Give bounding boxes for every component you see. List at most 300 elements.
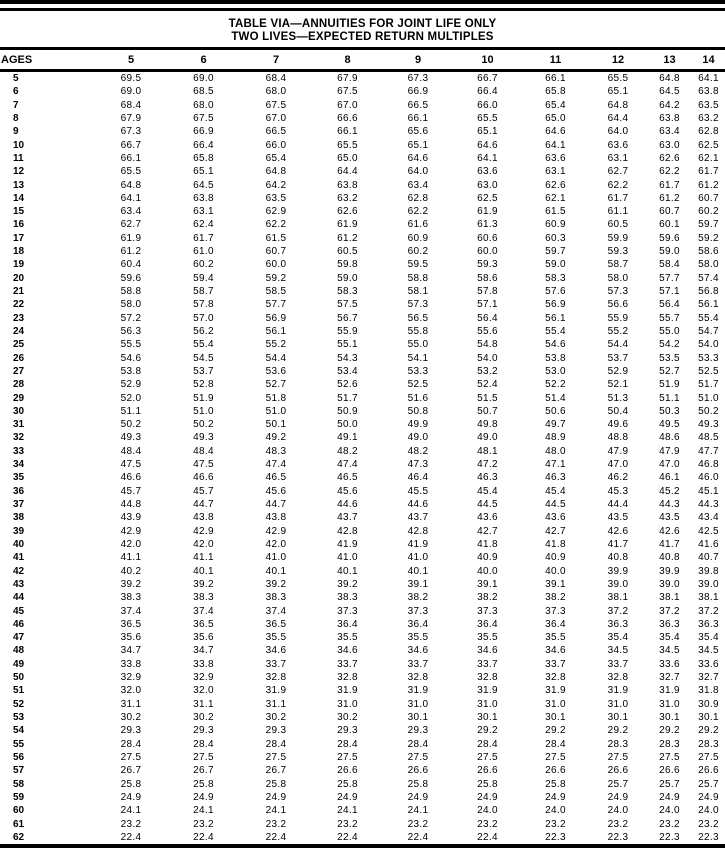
value-cell: 65.5: [477, 112, 498, 124]
age-cell: 23: [13, 312, 25, 324]
value-cell: 54.1: [407, 352, 429, 364]
value-cell: 29.3: [407, 725, 429, 737]
value-cell: 39.2: [265, 578, 287, 590]
value-cell: 49.9: [407, 419, 429, 431]
value-cell: 58.8: [120, 286, 142, 297]
value-cell: 35.4: [698, 632, 719, 644]
value-cell: 42.6: [607, 525, 629, 537]
value-cell: 63.5: [265, 192, 287, 204]
age-cell: 52: [13, 698, 25, 710]
value-cell: 29.3: [193, 725, 214, 737]
table-row-age-16: [0, 218, 725, 231]
value-cell: 43.5: [659, 512, 680, 524]
value-cell: 56.9: [265, 312, 287, 324]
age-cell: 50: [13, 672, 25, 684]
value-cell: 50.7: [477, 405, 498, 417]
value-cell: 59.4: [193, 272, 214, 284]
value-cell: 44.6: [337, 499, 358, 510]
age-cell: 57: [13, 765, 25, 777]
value-cell: 44.8: [120, 499, 142, 510]
value-cell: 62.1: [698, 152, 719, 164]
value-cell: 25.8: [193, 778, 214, 790]
value-cell: 34.5: [607, 645, 629, 657]
value-cell: 59.2: [265, 272, 287, 284]
value-cell: 25.7: [698, 778, 719, 790]
table-row-age-46: [0, 618, 725, 631]
value-cell: 42.7: [477, 525, 498, 537]
age-cell: 18: [13, 246, 25, 258]
value-cell: 58.0: [698, 259, 719, 271]
value-cell: 60.9: [407, 232, 429, 244]
value-cell: 23.2: [120, 818, 142, 830]
value-cell: 23.2: [607, 818, 629, 830]
age-cell: 16: [13, 219, 25, 231]
value-cell: 41.9: [407, 538, 429, 550]
value-cell: 64.2: [659, 99, 680, 111]
value-cell: 47.9: [659, 445, 680, 457]
value-cell: 47.4: [265, 459, 287, 471]
age-cell: 61: [13, 818, 25, 830]
value-cell: 66.9: [193, 126, 214, 138]
value-cell: 50.4: [607, 405, 629, 417]
value-cell: 55.6: [477, 325, 498, 337]
value-cell: 54.0: [698, 339, 719, 351]
value-cell: 26.6: [659, 765, 680, 777]
value-cell: 44.3: [698, 499, 719, 510]
value-cell: 26.7: [120, 765, 142, 777]
age-cell: 33: [13, 445, 25, 457]
value-cell: 24.0: [698, 805, 719, 817]
value-cell: 40.0: [545, 565, 566, 577]
column-header-6: 6: [167, 49, 240, 71]
value-cell: 27.5: [607, 751, 629, 763]
age-cell: 54: [13, 725, 25, 737]
value-cell: 55.1: [337, 339, 358, 351]
value-cell: 24.9: [607, 791, 629, 803]
value-cell: 53.0: [545, 365, 566, 377]
value-cell: 49.0: [407, 432, 429, 444]
value-cell: 50.1: [265, 419, 287, 431]
value-cell: 68.5: [193, 86, 214, 98]
value-cell: 53.7: [607, 352, 629, 364]
value-cell: 25.8: [265, 778, 287, 790]
value-cell: 65.1: [607, 86, 629, 98]
value-cell: 52.1: [607, 379, 629, 391]
value-cell: 64.8: [607, 99, 629, 111]
value-cell: 63.4: [120, 206, 142, 218]
value-cell: 28.4: [407, 738, 429, 750]
table-row-age-38: [0, 511, 725, 524]
value-cell: 68.4: [120, 99, 142, 111]
value-cell: 37.3: [477, 605, 498, 617]
value-cell: 66.1: [407, 112, 429, 124]
value-cell: 32.7: [659, 672, 680, 684]
value-cell: 29.2: [659, 725, 680, 737]
value-cell: 44.5: [545, 499, 566, 510]
value-cell: 40.1: [265, 565, 287, 577]
value-cell: 45.1: [698, 485, 719, 497]
value-cell: 60.6: [477, 232, 498, 244]
value-cell: 34.6: [265, 645, 287, 657]
value-cell: 38.1: [659, 592, 680, 604]
value-cell: 61.9: [477, 206, 498, 218]
column-header-12: 12: [589, 49, 647, 71]
value-cell: 55.4: [698, 312, 719, 324]
table-row-age-9: [0, 125, 725, 138]
value-cell: 39.9: [659, 565, 680, 577]
value-cell: 58.6: [698, 246, 719, 258]
value-cell: 39.0: [607, 578, 629, 590]
value-cell: 62.2: [607, 179, 629, 191]
value-cell: 30.2: [120, 712, 142, 723]
value-cell: 52.5: [698, 365, 719, 377]
value-cell: 44.6: [407, 499, 429, 510]
value-cell: 39.8: [698, 565, 719, 577]
value-cell: 63.6: [607, 139, 629, 151]
age-cell: 60: [13, 805, 25, 817]
value-cell: 47.2: [477, 459, 498, 471]
value-cell: 52.8: [193, 379, 214, 391]
table-row-age-37: [0, 498, 725, 511]
value-cell: 41.0: [265, 552, 287, 564]
table-row-age-31: [0, 418, 725, 431]
value-cell: 59.7: [698, 219, 719, 231]
value-cell: 53.2: [477, 365, 498, 377]
age-cell: 21: [13, 286, 25, 297]
value-cell: 52.6: [337, 379, 358, 391]
value-cell: 47.5: [120, 459, 142, 471]
value-cell: 32.8: [607, 672, 629, 684]
value-cell: 39.1: [477, 578, 498, 590]
value-cell: 60.2: [698, 206, 719, 218]
table-row-age-40: [0, 538, 725, 551]
age-cell: 49: [13, 658, 25, 670]
value-cell: 62.1: [545, 192, 566, 204]
age-cell: 53: [13, 712, 25, 723]
value-cell: 30.1: [545, 712, 566, 723]
value-cell: 60.7: [659, 206, 680, 218]
value-cell: 56.5: [407, 312, 429, 324]
value-cell: 58.3: [337, 286, 358, 297]
value-cell: 28.3: [607, 738, 629, 750]
value-cell: 27.5: [407, 751, 429, 763]
value-cell: 40.1: [337, 565, 358, 577]
value-cell: 65.4: [265, 152, 287, 164]
value-cell: 67.9: [120, 112, 142, 124]
value-cell: 61.2: [120, 246, 142, 258]
value-cell: 54.8: [477, 339, 498, 351]
value-cell: 42.7: [545, 525, 566, 537]
value-cell: 44.4: [607, 499, 629, 510]
value-cell: 38.3: [120, 592, 142, 604]
value-cell: 56.2: [193, 325, 214, 337]
value-cell: 41.8: [477, 538, 498, 550]
value-cell: 66.0: [477, 99, 498, 111]
value-cell: 65.6: [407, 126, 429, 138]
value-cell: 37.3: [407, 605, 429, 617]
table-row-age-23: [0, 312, 725, 325]
value-cell: 36.5: [120, 618, 142, 630]
table-row-age-47: [0, 631, 725, 644]
value-cell: 45.7: [120, 485, 142, 497]
value-cell: 54.6: [120, 352, 142, 364]
age-cell: 11: [13, 152, 24, 164]
value-cell: 48.9: [545, 432, 566, 444]
value-cell: 43.6: [545, 512, 566, 524]
value-cell: 46.0: [698, 472, 719, 484]
value-cell: 48.6: [659, 432, 680, 444]
value-cell: 30.2: [337, 712, 358, 723]
value-cell: 32.8: [407, 672, 429, 684]
value-cell: 47.7: [698, 445, 719, 457]
value-cell: 67.3: [120, 126, 142, 138]
value-cell: 36.4: [407, 618, 429, 630]
age-cell: 30: [13, 405, 25, 417]
value-cell: 30.1: [407, 712, 429, 723]
value-cell: 36.3: [659, 618, 680, 630]
value-cell: 61.9: [337, 219, 358, 231]
value-cell: 33.8: [120, 658, 142, 670]
value-cell: 35.4: [607, 632, 629, 644]
value-cell: 55.2: [265, 339, 287, 351]
value-cell: 23.2: [337, 818, 358, 830]
value-cell: 55.0: [659, 325, 680, 337]
value-cell: 31.9: [545, 685, 566, 697]
age-cell: 5: [13, 73, 19, 84]
value-cell: 36.4: [545, 618, 566, 630]
value-cell: 42.9: [120, 525, 142, 537]
value-cell: 63.2: [698, 112, 719, 124]
value-cell: 27.5: [193, 751, 214, 763]
value-cell: 64.1: [120, 192, 142, 204]
value-cell: 64.6: [545, 126, 566, 138]
value-cell: 57.7: [265, 299, 287, 311]
value-cell: 69.0: [193, 73, 214, 84]
table-row-age-17: [0, 232, 725, 245]
value-cell: 24.9: [698, 791, 719, 803]
value-cell: 33.7: [477, 658, 498, 670]
table-row-age-39: [0, 525, 725, 538]
value-cell: 62.6: [659, 152, 680, 164]
value-cell: 24.1: [337, 805, 358, 817]
value-cell: 57.4: [698, 272, 719, 284]
value-cell: 32.8: [265, 672, 287, 684]
value-cell: 29.2: [698, 725, 719, 737]
value-cell: 63.2: [337, 192, 358, 204]
value-cell: 39.0: [659, 578, 680, 590]
value-cell: 35.6: [193, 632, 214, 644]
value-cell: 29.2: [477, 725, 498, 737]
table-title-block: [0, 11, 725, 47]
value-cell: 58.1: [407, 286, 429, 297]
value-cell: 57.3: [407, 299, 429, 311]
value-cell: 42.0: [193, 538, 214, 550]
table-row-age-27: [0, 365, 725, 378]
value-cell: 65.0: [545, 112, 566, 124]
value-cell: 44.5: [477, 499, 498, 510]
table-row-age-56: [0, 751, 725, 764]
value-cell: 69.5: [120, 73, 142, 84]
value-cell: 43.9: [120, 512, 142, 524]
value-cell: 40.1: [407, 565, 429, 577]
value-cell: 64.0: [607, 126, 629, 138]
value-cell: 41.7: [659, 538, 680, 550]
value-cell: 61.6: [407, 219, 429, 231]
table-row-age-57: [0, 764, 725, 777]
table-row-age-21: [0, 285, 725, 298]
column-header-7: 7: [240, 49, 312, 71]
value-cell: 32.9: [120, 672, 142, 684]
table-row-age-61: [0, 818, 725, 831]
value-cell: 33.7: [545, 658, 566, 670]
value-cell: 49.3: [698, 419, 719, 431]
value-cell: 24.0: [545, 805, 566, 817]
age-cell: 41: [13, 552, 25, 564]
value-cell: 61.0: [193, 246, 214, 258]
age-cell: 62: [13, 831, 25, 843]
value-cell: 36.5: [265, 618, 287, 630]
value-cell: 55.2: [607, 325, 629, 337]
table-row-age-5: [0, 71, 725, 86]
age-cell: 8: [13, 112, 19, 124]
value-cell: 30.1: [477, 712, 498, 723]
value-cell: 48.0: [545, 445, 566, 457]
value-cell: 52.2: [545, 379, 566, 391]
value-cell: 43.7: [337, 512, 358, 524]
value-cell: 63.8: [698, 86, 719, 98]
value-cell: 41.7: [607, 538, 629, 550]
value-cell: 54.3: [337, 352, 358, 364]
value-cell: 58.8: [407, 272, 429, 284]
value-cell: 40.2: [120, 565, 142, 577]
value-cell: 56.9: [545, 299, 566, 311]
value-cell: 61.7: [698, 166, 719, 178]
value-cell: 64.2: [265, 179, 287, 191]
value-cell: 37.4: [120, 605, 142, 617]
value-cell: 56.3: [120, 325, 142, 337]
value-cell: 23.2: [659, 818, 680, 830]
table-row-age-10: [0, 139, 725, 152]
value-cell: 51.0: [698, 392, 719, 404]
value-cell: 41.1: [193, 552, 214, 564]
table-header-row: [0, 49, 725, 71]
value-cell: 66.4: [477, 86, 498, 98]
value-cell: 22.3: [698, 831, 719, 843]
value-cell: 38.1: [607, 592, 629, 604]
age-cell: 29: [13, 392, 25, 404]
value-cell: 51.9: [193, 392, 214, 404]
value-cell: 61.7: [659, 179, 680, 191]
value-cell: 43.8: [265, 512, 287, 524]
value-cell: 26.6: [337, 765, 358, 777]
value-cell: 25.8: [407, 778, 429, 790]
value-cell: 66.7: [477, 73, 498, 84]
value-cell: 42.8: [407, 525, 429, 537]
value-cell: 45.6: [337, 485, 358, 497]
value-cell: 56.8: [698, 286, 719, 297]
age-cell: 55: [13, 738, 25, 750]
value-cell: 49.0: [477, 432, 498, 444]
value-cell: 45.5: [407, 485, 429, 497]
value-cell: 22.4: [407, 831, 429, 843]
value-cell: 31.1: [120, 698, 142, 710]
value-cell: 25.8: [120, 778, 142, 790]
table-row-age-7: [0, 99, 725, 112]
value-cell: 40.8: [659, 552, 680, 564]
value-cell: 29.3: [120, 725, 142, 737]
age-cell: 48: [13, 645, 25, 657]
value-cell: 31.9: [659, 685, 680, 697]
table-title-line1: TABLE VIA—ANNUITIES FOR JOINT LIFE ONLY: [228, 18, 497, 30]
value-cell: 61.9: [120, 232, 142, 244]
value-cell: 33.7: [337, 658, 358, 670]
value-cell: 63.4: [407, 179, 429, 191]
value-cell: 35.5: [265, 632, 287, 644]
value-cell: 69.0: [120, 86, 142, 98]
value-cell: 65.5: [120, 166, 142, 178]
age-cell: 39: [13, 525, 25, 537]
value-cell: 61.7: [193, 232, 214, 244]
value-cell: 38.3: [193, 592, 214, 604]
value-cell: 36.4: [337, 618, 358, 630]
value-cell: 35.4: [659, 632, 680, 644]
value-cell: 55.9: [607, 312, 629, 324]
value-cell: 63.1: [545, 166, 566, 178]
value-cell: 36.4: [477, 618, 498, 630]
age-cell: 45: [13, 605, 25, 617]
value-cell: 31.9: [607, 685, 629, 697]
value-cell: 24.1: [120, 805, 142, 817]
value-cell: 63.6: [545, 152, 566, 164]
value-cell: 31.0: [607, 698, 629, 710]
value-cell: 64.1: [698, 73, 719, 84]
value-cell: 54.4: [607, 339, 629, 351]
value-cell: 59.9: [607, 232, 629, 244]
value-cell: 25.7: [607, 778, 629, 790]
ages-column-header: AGES: [0, 49, 95, 71]
value-cell: 49.1: [337, 432, 358, 444]
value-cell: 61.2: [698, 179, 719, 191]
value-cell: 66.9: [407, 86, 429, 98]
value-cell: 50.8: [407, 405, 429, 417]
value-cell: 66.1: [337, 126, 358, 138]
value-cell: 65.1: [193, 166, 214, 178]
value-cell: 54.4: [265, 352, 287, 364]
value-cell: 51.9: [659, 379, 680, 391]
value-cell: 37.3: [337, 605, 358, 617]
value-cell: 22.3: [607, 831, 629, 843]
value-cell: 57.7: [659, 272, 680, 284]
value-cell: 61.3: [477, 219, 498, 231]
value-cell: 54.5: [193, 352, 214, 364]
value-cell: 64.4: [607, 112, 629, 124]
value-cell: 59.0: [337, 272, 358, 284]
value-cell: 24.9: [265, 791, 287, 803]
value-cell: 26.6: [607, 765, 629, 777]
value-cell: 67.5: [265, 99, 287, 111]
table-row-age-62: [0, 831, 725, 846]
age-cell: 28: [13, 379, 25, 391]
value-cell: 51.1: [120, 405, 142, 417]
value-cell: 34.5: [698, 645, 719, 657]
value-cell: 33.8: [193, 658, 214, 670]
value-cell: 60.2: [193, 259, 214, 271]
value-cell: 43.8: [193, 512, 214, 524]
value-cell: 43.4: [698, 512, 719, 524]
value-cell: 66.5: [265, 126, 287, 138]
value-cell: 44.7: [193, 499, 214, 510]
value-cell: 44.3: [659, 499, 680, 510]
